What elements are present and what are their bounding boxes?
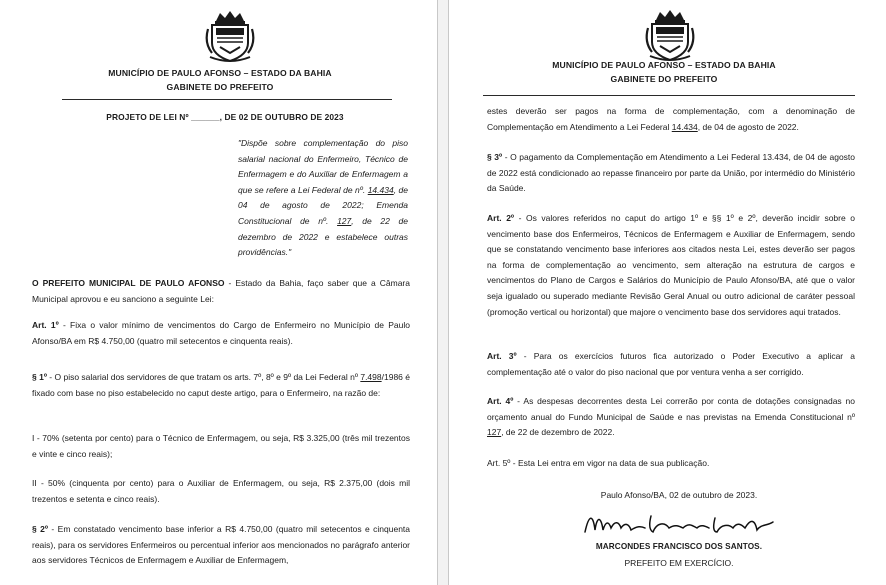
bill-summary: "Dispõe sobre complementação do piso salarial nacional do Enfermeiro, Técnico de Enfermagem e do Auxiliar de Enfermagem a que se refere a Lei Federal de nº. 14.434, de 04 de agosto de 2022; Emenda Constitucional de nº. 127, de 22 de dezembro de 2022 e estabelece outras providências." [238, 138, 408, 258]
bill-title: PROJETO DE LEI Nº ______, DE 02 DE OUTUBRO DE 2023 [106, 112, 344, 122]
preamble: O PREFEITO MUNICIPAL DE PAULO AFONSO - Estado da Bahia, faço saber que a Câmara Municipal aprovou e eu sanciono a seguinte Lei: [32, 278, 410, 304]
office-heading: GABINETE DO PREFEITO [610, 74, 718, 84]
signature [579, 508, 779, 542]
header-rule [62, 99, 392, 100]
article-2: Art. 2º - Os valores referidos no caput do artigo 1º e §§ 1º e 2º, deverão incidir sobre o vencimento base dos Enfermeiros, Técnicos de Enfermagem e Auxiliar de Enfermagem, sendo que se constatando vencimento base inferiores aos citados nesta Lei, estes deverão ser pagos na forma de complementação ao vencimento, sem alteração na estrutura de cargos e vencimentos do Plano de Cargos e Salários do Município de Paulo Afonso/BA, até que o valor seja igualado ou superado mediante Revisão Geral Anual ou outro adicional de caráter pessoal (promoção vertical ou horizontal) que majore o vencimento base dos servidores aqui tratados. [487, 213, 855, 317]
page-separator [437, 0, 449, 585]
coat-of-arms-icon [642, 8, 698, 64]
article-3: Art. 3º - Para os exercícios futuros fica autorizado o Poder Executivo a aplicar a complementação até o valor do piso nacional que por ventura venha a ser corrigido. [487, 351, 855, 377]
date-place: Paulo Afonso/BA, 02 de outubro de 2023. [600, 490, 758, 500]
municipality-heading: MUNICÍPIO DE PAULO AFONSO – ESTADO DA BAHIA [552, 60, 776, 70]
paragraph-3: § 3º - O pagamento da Complementação em Atendimento a Lei Federal 13.434, de 04 de agosto de 2022 está condicionado ao repasse financeiro por parte da União, por intermédio do Ministério da Saúde. [487, 152, 856, 194]
signer-name: MARCONDES FRANCISCO DOS SANTOS. [595, 542, 763, 551]
article-5: Art. 5º - Esta Lei entra em vigor na data de sua publicação. [487, 458, 710, 468]
paragraph-1: § 1º - O piso salarial dos servidores de que tratam os arts. 7º, 8º e 9º da Lei Federal nº 7.498/1986 é fixado com base no piso estabelecido no caput deste artigo, para o Enfermeiro, na razão de: [32, 372, 410, 398]
article-4: Art. 4º - As despesas decorrentes desta Lei correrão por conta de dotações consignadas no orçamento anual do Fundo Municipal de Saúde e nas previstas na Emenda Constitucional nº 127, de 22 de dezembro de 2022. [487, 396, 855, 438]
document-page-left [0, 0, 437, 585]
item-1: I - 70% (setenta por cento) para o Técnico de Enfermagem, ou seja, R$ 3.325,00 (três mil trezentos e vinte e cinco reais); [32, 433, 410, 459]
signer-title: PREFEITO EM EXERCÍCIO. [624, 558, 734, 568]
municipality-heading: MUNICÍPIO DE PAULO AFONSO – ESTADO DA BAHIA [108, 68, 332, 78]
coat-of-arms-icon [202, 9, 258, 65]
paragraph-2-continuation: estes deverão ser pagos na forma de complementação, com a denominação de Complementação em Atendimento a Lei Federal 14.434, de 04 de agosto de 2022. [487, 106, 855, 132]
item-2: II - 50% (cinquenta por cento) para o Auxiliar de Enfermagem, ou seja, R$ 2.375,00 (dois mil trezentos e setenta e cinco reais). [32, 478, 410, 504]
document-page-right [449, 0, 886, 585]
header-rule [483, 95, 855, 96]
office-heading: GABINETE DO PREFEITO [166, 82, 274, 92]
article-1: Art. 1º - Fixa o valor mínimo de vencimentos do Cargo de Enfermeiro no Município de Paulo Afonso/BA em R$ 4.750,00 (quatro mil setecentos e cinquenta reais). [32, 320, 410, 346]
paragraph-2: § 2º - Em constatado vencimento base inferior a R$ 4.750,00 (quatro mil setecentos e cinquenta reais), para os servidores Enfermeiros ou percentual inferior aos mencionados no parágrafo anterior aos servidores Técnicos de Enfermagem e Auxiliar de Enfermagem, [32, 524, 411, 566]
